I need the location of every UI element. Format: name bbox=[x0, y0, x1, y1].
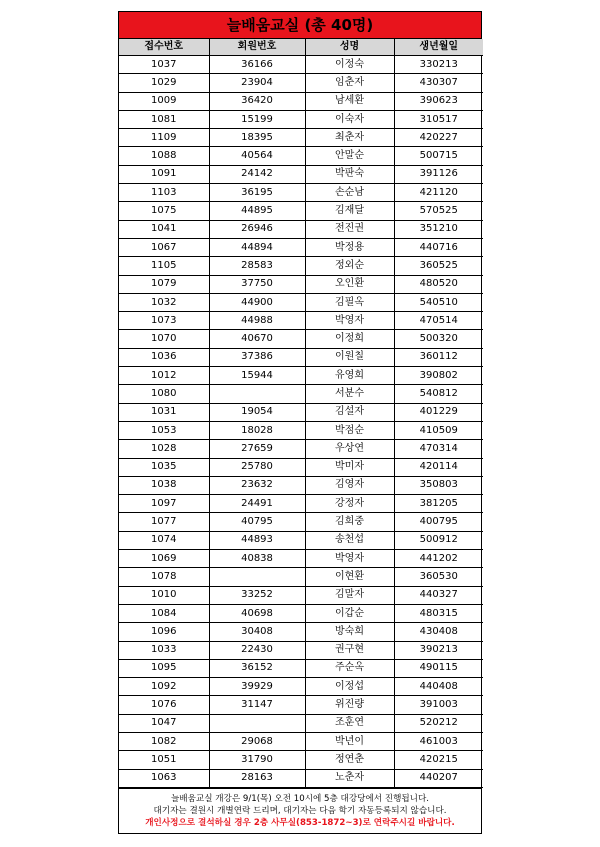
name-cell: 노춘자 bbox=[305, 769, 394, 787]
receipt-no-cell: 1080 bbox=[119, 385, 209, 403]
birthdate-cell: 381205 bbox=[394, 495, 483, 513]
birthdate-cell: 540510 bbox=[394, 293, 483, 311]
birthdate-cell: 360530 bbox=[394, 568, 483, 586]
column-header-birthdate: 생년월일 bbox=[394, 39, 483, 56]
table-row bbox=[119, 74, 483, 92]
table-row bbox=[119, 257, 483, 275]
member-no-cell: 18395 bbox=[209, 129, 305, 147]
member-no-cell: 24491 bbox=[209, 495, 305, 513]
receipt-no-cell: 1051 bbox=[119, 751, 209, 769]
name-cell: 이갑순 bbox=[305, 604, 394, 622]
receipt-no-cell: 1109 bbox=[119, 129, 209, 147]
name-cell: 이정섭 bbox=[305, 678, 394, 696]
member-no-cell: 23904 bbox=[209, 74, 305, 92]
table-row bbox=[119, 110, 483, 128]
member-no-cell: 31147 bbox=[209, 696, 305, 714]
name-cell: 임춘자 bbox=[305, 74, 394, 92]
name-cell: 이숙자 bbox=[305, 110, 394, 128]
receipt-no-cell: 1079 bbox=[119, 275, 209, 293]
receipt-no-cell: 1105 bbox=[119, 257, 209, 275]
receipt-no-cell: 1069 bbox=[119, 550, 209, 568]
receipt-no-cell: 1037 bbox=[119, 56, 209, 74]
receipt-no-cell: 1067 bbox=[119, 238, 209, 256]
name-cell: 남세환 bbox=[305, 92, 394, 110]
member-no-cell: 31790 bbox=[209, 751, 305, 769]
table-row bbox=[119, 147, 483, 165]
table-row bbox=[119, 385, 483, 403]
name-cell: 김희중 bbox=[305, 513, 394, 531]
table-row bbox=[119, 714, 483, 732]
receipt-no-cell: 1084 bbox=[119, 604, 209, 622]
receipt-no-cell: 1032 bbox=[119, 293, 209, 311]
receipt-no-cell: 1038 bbox=[119, 476, 209, 494]
table-row bbox=[119, 293, 483, 311]
birthdate-cell: 390802 bbox=[394, 367, 483, 385]
member-no-cell bbox=[209, 714, 305, 732]
receipt-no-cell: 1077 bbox=[119, 513, 209, 531]
table-row bbox=[119, 275, 483, 293]
name-cell: 최춘자 bbox=[305, 129, 394, 147]
name-cell: 김영자 bbox=[305, 476, 394, 494]
receipt-no-cell: 1047 bbox=[119, 714, 209, 732]
table-row bbox=[119, 732, 483, 750]
birthdate-cell: 441202 bbox=[394, 550, 483, 568]
member-no-cell: 44895 bbox=[209, 202, 305, 220]
table-row bbox=[119, 586, 483, 604]
name-cell: 이정숙 bbox=[305, 56, 394, 74]
receipt-no-cell: 1095 bbox=[119, 659, 209, 677]
name-cell: 송천섭 bbox=[305, 531, 394, 549]
header-row bbox=[119, 39, 483, 56]
column-header-member-no: 회원번호 bbox=[209, 39, 305, 56]
member-no-cell bbox=[209, 568, 305, 586]
member-no-cell bbox=[209, 385, 305, 403]
birthdate-cell: 430408 bbox=[394, 623, 483, 641]
receipt-no-cell: 1012 bbox=[119, 367, 209, 385]
name-cell: 안말순 bbox=[305, 147, 394, 165]
birthdate-cell: 500715 bbox=[394, 147, 483, 165]
birthdate-cell: 480520 bbox=[394, 275, 483, 293]
member-no-cell: 15944 bbox=[209, 367, 305, 385]
table-row bbox=[119, 458, 483, 476]
birthdate-cell: 440716 bbox=[394, 238, 483, 256]
name-cell: 권구현 bbox=[305, 641, 394, 659]
name-cell: 김필옥 bbox=[305, 293, 394, 311]
birthdate-cell: 490115 bbox=[394, 659, 483, 677]
receipt-no-cell: 1053 bbox=[119, 421, 209, 439]
receipt-no-cell: 1063 bbox=[119, 769, 209, 787]
member-no-cell: 37386 bbox=[209, 348, 305, 366]
receipt-no-cell: 1097 bbox=[119, 495, 209, 513]
table-row bbox=[119, 641, 483, 659]
name-cell: 이정희 bbox=[305, 330, 394, 348]
table-row bbox=[119, 440, 483, 458]
name-cell: 박점순 bbox=[305, 421, 394, 439]
table-row bbox=[119, 476, 483, 494]
table-row bbox=[119, 129, 483, 147]
table-row bbox=[119, 751, 483, 769]
table-row bbox=[119, 312, 483, 330]
receipt-no-cell: 1033 bbox=[119, 641, 209, 659]
table-row bbox=[119, 165, 483, 183]
name-cell: 서분수 bbox=[305, 385, 394, 403]
receipt-no-cell: 1036 bbox=[119, 348, 209, 366]
receipt-no-cell: 1009 bbox=[119, 92, 209, 110]
birthdate-cell: 310517 bbox=[394, 110, 483, 128]
member-no-cell: 27659 bbox=[209, 440, 305, 458]
name-cell: 정연춘 bbox=[305, 751, 394, 769]
table-row bbox=[119, 623, 483, 641]
name-cell: 전진권 bbox=[305, 220, 394, 238]
name-cell: 주순옥 bbox=[305, 659, 394, 677]
table-row bbox=[119, 238, 483, 256]
member-no-cell: 44988 bbox=[209, 312, 305, 330]
table-row bbox=[119, 659, 483, 677]
column-header-name: 성명 bbox=[305, 39, 394, 56]
birthdate-cell: 430307 bbox=[394, 74, 483, 92]
receipt-no-cell: 1074 bbox=[119, 531, 209, 549]
member-no-cell: 24142 bbox=[209, 165, 305, 183]
birthdate-cell: 420215 bbox=[394, 751, 483, 769]
receipt-no-cell: 1103 bbox=[119, 184, 209, 202]
birthdate-cell: 360112 bbox=[394, 348, 483, 366]
receipt-no-cell: 1035 bbox=[119, 458, 209, 476]
birthdate-cell: 470514 bbox=[394, 312, 483, 330]
member-no-cell: 25780 bbox=[209, 458, 305, 476]
member-no-cell: 18028 bbox=[209, 421, 305, 439]
birthdate-cell: 351210 bbox=[394, 220, 483, 238]
member-no-cell: 26946 bbox=[209, 220, 305, 238]
name-cell: 박판숙 bbox=[305, 165, 394, 183]
receipt-no-cell: 1076 bbox=[119, 696, 209, 714]
member-no-cell: 40698 bbox=[209, 604, 305, 622]
roster-sheet bbox=[118, 11, 482, 834]
member-no-cell: 40670 bbox=[209, 330, 305, 348]
birthdate-cell: 440207 bbox=[394, 769, 483, 787]
birthdate-cell: 390213 bbox=[394, 641, 483, 659]
name-cell: 조훈연 bbox=[305, 714, 394, 732]
table-row bbox=[119, 550, 483, 568]
table-row bbox=[119, 513, 483, 531]
receipt-no-cell: 1031 bbox=[119, 403, 209, 421]
table-row bbox=[119, 495, 483, 513]
member-no-cell: 36152 bbox=[209, 659, 305, 677]
name-cell: 이원칠 bbox=[305, 348, 394, 366]
birthdate-cell: 440408 bbox=[394, 678, 483, 696]
member-no-cell: 40795 bbox=[209, 513, 305, 531]
member-no-cell: 36166 bbox=[209, 56, 305, 74]
birthdate-cell: 480315 bbox=[394, 604, 483, 622]
name-cell: 김말자 bbox=[305, 586, 394, 604]
column-header-receipt-no: 접수번호 bbox=[119, 39, 209, 56]
receipt-no-cell: 1088 bbox=[119, 147, 209, 165]
name-cell: 이현환 bbox=[305, 568, 394, 586]
birthdate-cell: 390623 bbox=[394, 92, 483, 110]
table-row bbox=[119, 678, 483, 696]
table-row bbox=[119, 769, 483, 787]
receipt-no-cell: 1070 bbox=[119, 330, 209, 348]
receipt-no-cell: 1091 bbox=[119, 165, 209, 183]
roster-table bbox=[119, 39, 483, 788]
member-no-cell: 40564 bbox=[209, 147, 305, 165]
member-no-cell: 40838 bbox=[209, 550, 305, 568]
birthdate-cell: 420114 bbox=[394, 458, 483, 476]
member-no-cell: 23632 bbox=[209, 476, 305, 494]
name-cell: 정외순 bbox=[305, 257, 394, 275]
birthdate-cell: 391126 bbox=[394, 165, 483, 183]
birthdate-cell: 500912 bbox=[394, 531, 483, 549]
name-cell: 방숙희 bbox=[305, 623, 394, 641]
table-row bbox=[119, 403, 483, 421]
notice-box bbox=[119, 788, 481, 833]
member-no-cell: 36195 bbox=[209, 184, 305, 202]
member-no-cell: 44900 bbox=[209, 293, 305, 311]
birthdate-cell: 391003 bbox=[394, 696, 483, 714]
table-row bbox=[119, 92, 483, 110]
birthdate-cell: 440327 bbox=[394, 586, 483, 604]
receipt-no-cell: 1078 bbox=[119, 568, 209, 586]
birthdate-cell: 570525 bbox=[394, 202, 483, 220]
name-cell: 유영희 bbox=[305, 367, 394, 385]
table-row bbox=[119, 531, 483, 549]
receipt-no-cell: 1073 bbox=[119, 312, 209, 330]
table-row bbox=[119, 421, 483, 439]
member-no-cell: 30408 bbox=[209, 623, 305, 641]
birthdate-cell: 421120 bbox=[394, 184, 483, 202]
member-no-cell: 36420 bbox=[209, 92, 305, 110]
member-no-cell: 44893 bbox=[209, 531, 305, 549]
birthdate-cell: 540812 bbox=[394, 385, 483, 403]
name-cell: 우상연 bbox=[305, 440, 394, 458]
page-title: 늘배움교실 (총 40명) bbox=[119, 12, 481, 39]
receipt-no-cell: 1092 bbox=[119, 678, 209, 696]
receipt-no-cell: 1081 bbox=[119, 110, 209, 128]
birthdate-cell: 520212 bbox=[394, 714, 483, 732]
member-no-cell: 28583 bbox=[209, 257, 305, 275]
notice-line-waitlist: 대기자는 결원시 개별연락 드리며, 대기자는 다음 학기 자동등록되지 않습니다. bbox=[153, 805, 447, 816]
table-row bbox=[119, 184, 483, 202]
name-cell: 박년이 bbox=[305, 732, 394, 750]
birthdate-cell: 410509 bbox=[394, 421, 483, 439]
member-no-cell: 39929 bbox=[209, 678, 305, 696]
table-row bbox=[119, 56, 483, 74]
member-no-cell: 22430 bbox=[209, 641, 305, 659]
member-no-cell: 37750 bbox=[209, 275, 305, 293]
table-row bbox=[119, 367, 483, 385]
birthdate-cell: 400795 bbox=[394, 513, 483, 531]
table-row bbox=[119, 604, 483, 622]
name-cell: 박영자 bbox=[305, 550, 394, 568]
member-no-cell: 44894 bbox=[209, 238, 305, 256]
member-no-cell: 15199 bbox=[209, 110, 305, 128]
birthdate-cell: 420227 bbox=[394, 129, 483, 147]
table-row bbox=[119, 348, 483, 366]
receipt-no-cell: 1082 bbox=[119, 732, 209, 750]
birthdate-cell: 401229 bbox=[394, 403, 483, 421]
name-cell: 김재달 bbox=[305, 202, 394, 220]
member-no-cell: 33252 bbox=[209, 586, 305, 604]
member-no-cell: 29068 bbox=[209, 732, 305, 750]
name-cell: 박정용 bbox=[305, 238, 394, 256]
table-row bbox=[119, 202, 483, 220]
name-cell: 손순남 bbox=[305, 184, 394, 202]
birthdate-cell: 500320 bbox=[394, 330, 483, 348]
birthdate-cell: 360525 bbox=[394, 257, 483, 275]
birthdate-cell: 350803 bbox=[394, 476, 483, 494]
name-cell: 강정자 bbox=[305, 495, 394, 513]
name-cell: 위진량 bbox=[305, 696, 394, 714]
receipt-no-cell: 1029 bbox=[119, 74, 209, 92]
receipt-no-cell: 1041 bbox=[119, 220, 209, 238]
receipt-no-cell: 1075 bbox=[119, 202, 209, 220]
name-cell: 오인환 bbox=[305, 275, 394, 293]
notice-line-schedule: 늘배움교실 개강은 9/1(목) 오전 10시에 5층 대강당에서 진행됩니다. bbox=[170, 793, 430, 804]
receipt-no-cell: 1096 bbox=[119, 623, 209, 641]
member-no-cell: 19054 bbox=[209, 403, 305, 421]
name-cell: 김설자 bbox=[305, 403, 394, 421]
receipt-no-cell: 1010 bbox=[119, 586, 209, 604]
name-cell: 박미자 bbox=[305, 458, 394, 476]
roster-rows bbox=[119, 56, 483, 788]
birthdate-cell: 461003 bbox=[394, 732, 483, 750]
table-row bbox=[119, 568, 483, 586]
table-row bbox=[119, 696, 483, 714]
table-row bbox=[119, 330, 483, 348]
receipt-no-cell: 1028 bbox=[119, 440, 209, 458]
member-no-cell: 28163 bbox=[209, 769, 305, 787]
notice-line-absence: 개인사정으로 결석하실 경우 2층 사무실(853-1872~3)로 연락주시길 바랍니다. bbox=[145, 817, 455, 828]
birthdate-cell: 470314 bbox=[394, 440, 483, 458]
name-cell: 박영자 bbox=[305, 312, 394, 330]
birthdate-cell: 330213 bbox=[394, 56, 483, 74]
table-row bbox=[119, 220, 483, 238]
